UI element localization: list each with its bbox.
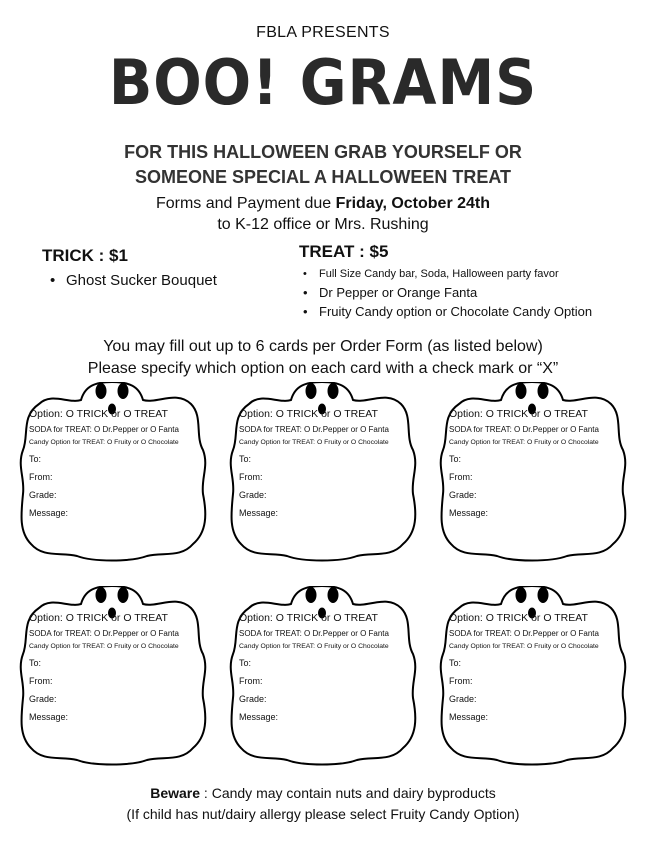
card-from-field[interactable]: From: bbox=[239, 472, 263, 482]
card-grade-field[interactable]: Grade: bbox=[239, 490, 267, 500]
card-candy-field[interactable]: Candy Option for TREAT: O Fruity or O Chocolate bbox=[449, 643, 599, 650]
card-message-field[interactable]: Message: bbox=[29, 508, 69, 518]
card-soda-field[interactable]: SODA for TREAT: O Dr.Pepper or O Fanta bbox=[29, 425, 179, 434]
trick-section bbox=[42, 246, 217, 289]
card-candy-field[interactable]: Candy Option for TREAT: O Fruity or O Chocolate bbox=[449, 439, 599, 446]
treat-section bbox=[299, 242, 592, 321]
card-from-field[interactable]: From: bbox=[29, 472, 53, 482]
card-option-field[interactable]: Option: O TRICK or O TREAT bbox=[239, 612, 378, 624]
card-candy-field[interactable]: Candy Option for TREAT: O Fruity or O Chocolate bbox=[29, 439, 179, 446]
card-soda-field[interactable]: SODA for TREAT: O Dr.Pepper or O Fanta bbox=[449, 629, 599, 638]
card-grade-field[interactable]: Grade: bbox=[239, 694, 267, 704]
instructions bbox=[0, 336, 646, 380]
card-from-field[interactable]: From: bbox=[449, 472, 473, 482]
card-from-field[interactable]: From: bbox=[239, 676, 263, 686]
beware-text: : Candy may contain nuts and dairy byproducts bbox=[200, 785, 496, 801]
trick-item: • Ghost Sucker Bouquet bbox=[50, 272, 217, 289]
card-soda-field[interactable]: SODA for TREAT: O Dr.Pepper or O Fanta bbox=[239, 425, 389, 434]
presents-heading: FBLA PRESENTS bbox=[256, 24, 390, 41]
due-prefix: Forms and Payment due bbox=[155, 195, 336, 212]
card-to-field[interactable]: To: bbox=[449, 454, 462, 464]
card-from-field[interactable]: From: bbox=[29, 676, 53, 686]
due-location: to K-12 office or Mrs. Rushing bbox=[217, 216, 429, 233]
card-message-field[interactable]: Message: bbox=[239, 508, 279, 518]
card-grade-field[interactable]: Grade: bbox=[29, 490, 57, 500]
card-from-field[interactable]: From: bbox=[449, 676, 473, 686]
ghost-card[interactable] bbox=[227, 586, 417, 766]
allergy-notice bbox=[0, 783, 646, 825]
instructions-line-1: You may fill out up to 6 cards per Order Form (as listed below) bbox=[103, 338, 543, 355]
instructions-line-2: Please specify which option on each card with a check mark or “X” bbox=[87, 360, 559, 377]
ghost-card[interactable] bbox=[17, 382, 207, 562]
card-grade-field[interactable]: Grade: bbox=[449, 490, 477, 500]
ghost-card[interactable] bbox=[227, 382, 417, 562]
card-candy-field[interactable]: Candy Option for TREAT: O Fruity or O Chocolate bbox=[239, 643, 389, 650]
card-message-field[interactable]: Message: bbox=[449, 508, 489, 518]
card-soda-field[interactable]: SODA for TREAT: O Dr.Pepper or O Fanta bbox=[239, 629, 389, 638]
ghost-card[interactable] bbox=[437, 382, 627, 562]
card-grade-field[interactable]: Grade: bbox=[449, 694, 477, 704]
headline bbox=[0, 140, 646, 190]
card-option-field[interactable]: Option: O TRICK or O TREAT bbox=[29, 408, 168, 420]
card-to-field[interactable]: To: bbox=[449, 658, 462, 668]
treat-item: • Full Size Candy bar, Soda, Halloween party favor bbox=[303, 266, 592, 283]
card-to-field[interactable]: To: bbox=[239, 454, 252, 464]
card-option-field[interactable]: Option: O TRICK or O TREAT bbox=[239, 408, 378, 420]
card-soda-field[interactable]: SODA for TREAT: O Dr.Pepper or O Fanta bbox=[449, 425, 599, 434]
treat-item: • Fruity Candy option or Chocolate Candy Option bbox=[303, 302, 592, 321]
card-option-field[interactable]: Option: O TRICK or O TREAT bbox=[449, 612, 588, 624]
beware-label: Beware bbox=[150, 785, 201, 801]
card-option-field[interactable]: Option: O TRICK or O TREAT bbox=[449, 408, 588, 420]
card-message-field[interactable]: Message: bbox=[239, 712, 279, 722]
due-notice bbox=[0, 193, 646, 235]
treat-label: TREAT : $5 bbox=[299, 242, 389, 261]
allergy-note: (If child has nut/dairy allergy please select Fruity Candy Option) bbox=[126, 806, 520, 822]
page-title: BOO! GRAMS bbox=[108, 46, 538, 119]
card-candy-field[interactable]: Candy Option for TREAT: O Fruity or O Chocolate bbox=[29, 643, 179, 650]
headline-line-1: FOR THIS HALLOWEEN GRAB YOURSELF OR bbox=[124, 142, 522, 162]
card-grade-field[interactable]: Grade: bbox=[29, 694, 57, 704]
ghost-card[interactable] bbox=[17, 586, 207, 766]
card-candy-field[interactable]: Candy Option for TREAT: O Fruity or O Chocolate bbox=[239, 439, 389, 446]
due-date: Friday, October 24th bbox=[335, 195, 491, 212]
card-to-field[interactable]: To: bbox=[29, 454, 42, 464]
headline-line-2: SOMEONE SPECIAL A HALLOWEEN TREAT bbox=[134, 167, 511, 187]
card-message-field[interactable]: Message: bbox=[29, 712, 69, 722]
card-message-field[interactable]: Message: bbox=[449, 712, 489, 722]
treat-item: • Dr Pepper or Orange Fanta bbox=[303, 283, 592, 302]
card-soda-field[interactable]: SODA for TREAT: O Dr.Pepper or O Fanta bbox=[29, 629, 179, 638]
ghost-card[interactable] bbox=[437, 586, 627, 766]
card-option-field[interactable]: Option: O TRICK or O TREAT bbox=[29, 612, 168, 624]
card-to-field[interactable]: To: bbox=[29, 658, 42, 668]
trick-label: TRICK : $1 bbox=[42, 246, 128, 265]
card-to-field[interactable]: To: bbox=[239, 658, 252, 668]
